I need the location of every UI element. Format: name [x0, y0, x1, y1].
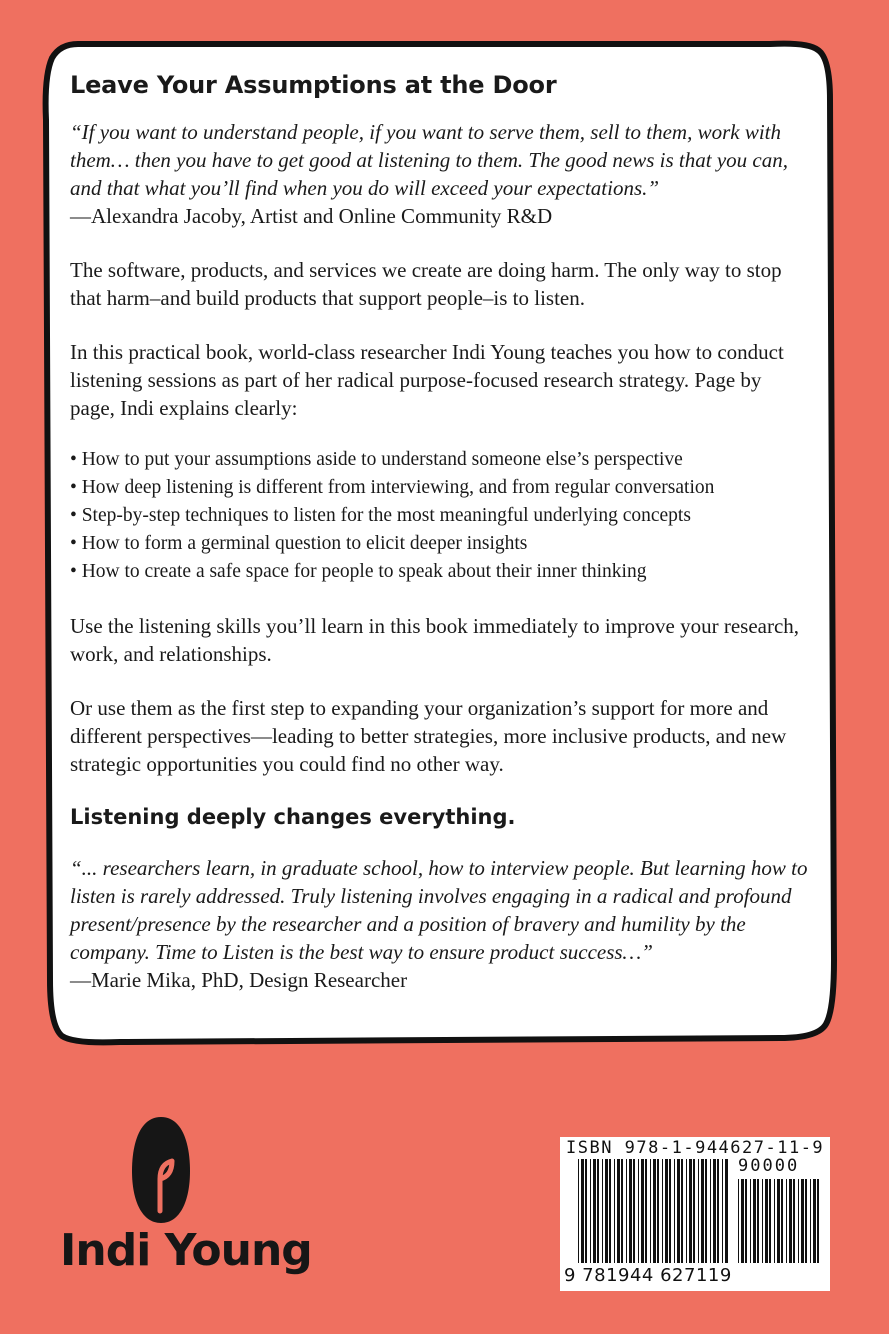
list-item: • How deep listening is different from interviewing, and from regular conversation: [70, 477, 715, 498]
author-logo: [60, 1115, 312, 1295]
opening-quote-attribution: —Alexandra Jacoby, Artist and Online Community R&D: [70, 204, 553, 228]
opening-quote-text: “If you want to understand people, if you want to serve them, sell to them, work with them… then you have to get good at listening to them. The good news is that you can, and that what you’ll find when you do will exceed your expectations.”: [70, 120, 788, 200]
isbn-barcode: [560, 1137, 830, 1291]
closing-quote: [70, 854, 810, 994]
list-item: • How to form a germinal question to elicit deeper insights: [70, 533, 528, 554]
benefits-list: [70, 446, 810, 586]
author-name: Indi Young: [60, 1225, 312, 1276]
intro-paragraph-2: In this practical book, world-class researcher Indi Young teaches you how to conduct listening sessions as part of her radical purpose-focused research strategy. Page by page, Indi explains clearly:: [70, 340, 784, 420]
list-item: • How to create a safe space for people to speak about their inner thinking: [70, 561, 647, 582]
or-paragraph: Or use them as the first step to expanding your organization’s support for more and different perspectives—leading to better strategies, more inclusive products, and new strategic opportunities you could find no other way.: [70, 696, 787, 776]
ean-digits: 9 781944 627119: [564, 1265, 732, 1286]
closing-quote-attribution: —Marie Mika, PhD, Design Researcher: [70, 968, 408, 992]
intro-paragraph-1: The software, products, and services we create are doing harm. The only way to stop that harm–and build products that support people–is to listen.: [70, 258, 782, 310]
section-heading: Leave Your Assumptions at the Door: [70, 71, 557, 99]
use-paragraph: Use the listening skills you’ll learn in this book immediately to improve your research, work, and relationships.: [70, 614, 800, 666]
list-item: • How to put your assumptions aside to understand someone else’s perspective: [70, 449, 683, 470]
isbn-label: ISBN 978-1-944627-11-9: [566, 1138, 825, 1158]
list-item: • Step-by-step techniques to listen for the most meaningful underlying concepts: [70, 505, 691, 526]
closing-quote-text: “... researchers learn, in graduate school, how to interview people. But learning how to listen is rarely addressed. Truly listening involves engaging in a radical and profound present/presence by the researcher and a position of bravery and humility by the company. Time to Listen is the best way to ensure product success…”: [70, 856, 808, 964]
price-code: 90000: [738, 1156, 800, 1176]
back-cover-text: [70, 64, 810, 994]
opening-quote: [70, 118, 810, 230]
seed-sprout-icon: [130, 1115, 192, 1225]
tagline-heading: Listening deeply changes everything.: [70, 805, 516, 829]
